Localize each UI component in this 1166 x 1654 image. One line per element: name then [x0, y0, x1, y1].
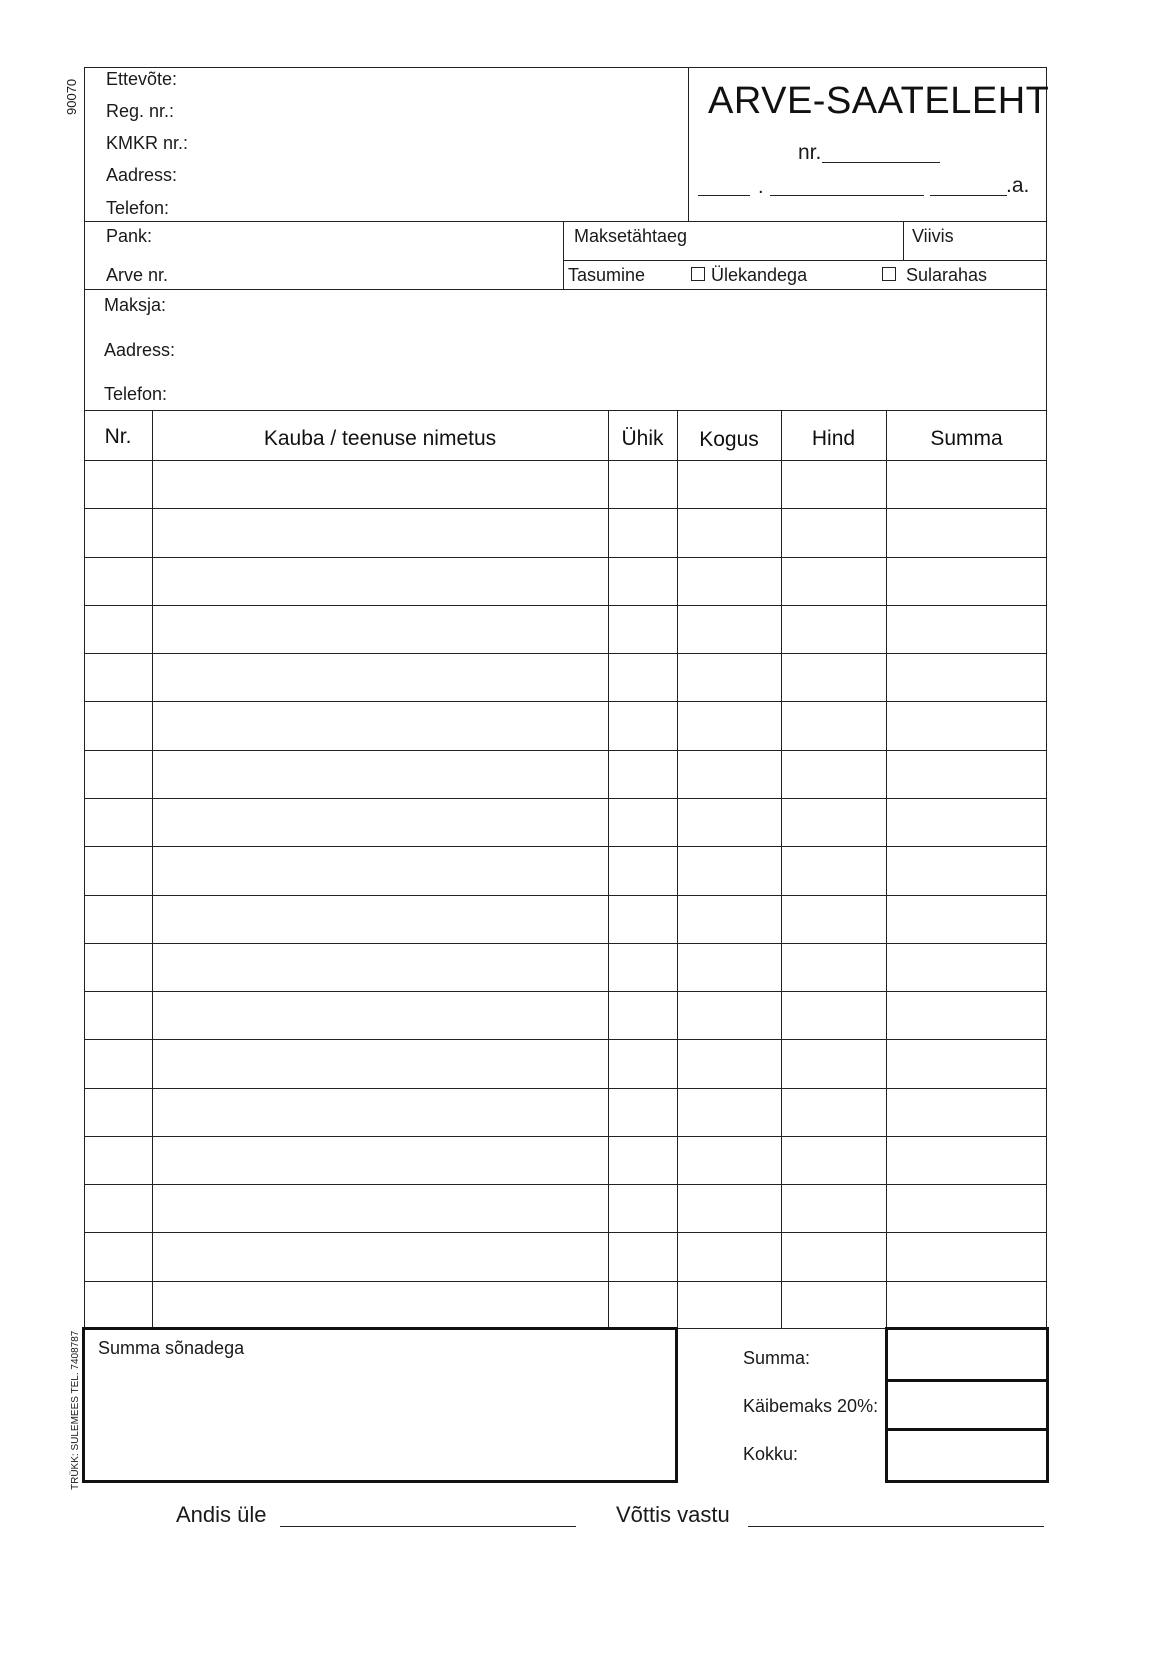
payment-divider — [563, 260, 1047, 261]
cell-nr[interactable] — [85, 1282, 151, 1328]
payer-label: Maksja: — [104, 295, 167, 315]
cell-qty[interactable] — [678, 1233, 780, 1279]
cell-sum[interactable] — [887, 1137, 1046, 1183]
cell-qty[interactable] — [678, 606, 780, 652]
cell-qty[interactable] — [678, 558, 780, 604]
cell-name[interactable] — [153, 1040, 607, 1086]
cell-qty[interactable] — [678, 751, 780, 797]
cell-name[interactable] — [153, 654, 607, 700]
cash-checkbox[interactable] — [882, 267, 896, 281]
cell-sum[interactable] — [887, 1089, 1046, 1135]
cell-price[interactable] — [782, 847, 885, 893]
cell-sum[interactable] — [887, 558, 1046, 604]
cell-name[interactable] — [153, 558, 607, 604]
total-field[interactable] — [888, 1431, 1046, 1480]
cell-price[interactable] — [782, 944, 885, 990]
cell-sum[interactable] — [887, 702, 1046, 748]
cell-sum[interactable] — [887, 944, 1046, 990]
date-year-field[interactable] — [930, 195, 1007, 196]
vat-label: Käibemaks 20%: — [743, 1396, 879, 1416]
cell-unit[interactable] — [609, 1089, 676, 1135]
cell-sum[interactable] — [887, 799, 1046, 845]
cell-unit[interactable] — [609, 1185, 676, 1231]
handed-over-signature-line[interactable] — [280, 1526, 576, 1527]
cell-qty[interactable] — [678, 944, 780, 990]
subtotal-field[interactable] — [888, 1330, 1046, 1377]
date-month-field[interactable] — [770, 195, 924, 196]
due-date-label: Maksetähtaeg — [574, 226, 688, 246]
company-label: Ettevõte: — [106, 69, 178, 89]
cell-qty[interactable] — [678, 702, 780, 748]
vat-field[interactable] — [888, 1382, 1046, 1426]
received-label: Võttis vastu — [616, 1502, 730, 1527]
cell-price[interactable] — [782, 896, 885, 942]
cell-name[interactable] — [153, 1185, 607, 1231]
table-top-line — [84, 410, 1047, 411]
cell-sum[interactable] — [887, 1233, 1046, 1279]
penalty-label: Viivis — [912, 226, 954, 246]
cell-name[interactable] — [153, 992, 607, 1038]
received-signature-line[interactable] — [748, 1526, 1044, 1527]
cell-nr[interactable] — [85, 509, 151, 555]
payer-top-divider — [84, 289, 1047, 290]
document-title: ARVE-SAATELEHT — [708, 80, 1050, 122]
cell-qty[interactable] — [678, 654, 780, 700]
cell-name[interactable] — [153, 1137, 607, 1183]
cell-unit[interactable] — [609, 509, 676, 555]
col-nr-header: Nr. — [104, 425, 132, 448]
cell-nr[interactable] — [85, 944, 151, 990]
cell-sum[interactable] — [887, 509, 1046, 555]
cell-nr[interactable] — [85, 847, 151, 893]
cell-qty[interactable] — [678, 992, 780, 1038]
cell-price[interactable] — [782, 1233, 885, 1279]
cell-price[interactable] — [782, 1185, 885, 1231]
col-name-header: Kauba / teenuse nimetus — [263, 427, 497, 450]
cell-unit[interactable] — [609, 992, 676, 1038]
cell-sum[interactable] — [887, 461, 1046, 507]
cell-unit[interactable] — [609, 1137, 676, 1183]
cell-qty[interactable] — [678, 1282, 780, 1328]
cell-name[interactable] — [153, 944, 607, 990]
cell-name[interactable] — [153, 896, 607, 942]
cell-qty[interactable] — [678, 896, 780, 942]
cell-qty[interactable] — [678, 847, 780, 893]
bank-label: Pank: — [106, 226, 153, 246]
cell-nr[interactable] — [85, 751, 151, 797]
bank-divider — [563, 221, 564, 289]
cell-name[interactable] — [153, 702, 607, 748]
cell-unit[interactable] — [609, 654, 676, 700]
cell-nr[interactable] — [85, 1089, 151, 1135]
col-qty-header: Kogus — [699, 428, 759, 451]
cell-qty[interactable] — [678, 1185, 780, 1231]
payment-method-label: Tasumine — [568, 265, 646, 285]
cell-sum[interactable] — [887, 896, 1046, 942]
total-label: Kokku: — [743, 1444, 799, 1464]
cell-price[interactable] — [782, 1137, 885, 1183]
date-separator: . — [758, 176, 764, 198]
cell-unit[interactable] — [609, 1040, 676, 1086]
cell-nr[interactable] — [85, 799, 151, 845]
payer-address-label: Aadress: — [104, 340, 176, 360]
cell-nr[interactable] — [85, 461, 151, 507]
cell-unit[interactable] — [609, 896, 676, 942]
cell-qty[interactable] — [678, 461, 780, 507]
cell-unit[interactable] — [609, 558, 676, 604]
cell-qty[interactable] — [678, 1040, 780, 1086]
cell-nr[interactable] — [85, 1185, 151, 1231]
invoice-number-label: nr. — [798, 141, 822, 164]
cell-nr[interactable] — [85, 896, 151, 942]
col-unit-header: Ühik — [621, 427, 664, 450]
form-code: 90070 — [64, 78, 79, 115]
cell-price[interactable] — [782, 1282, 885, 1328]
cell-name[interactable] — [153, 1233, 607, 1279]
cell-price[interactable] — [782, 1089, 885, 1135]
kmkr-nr-label: KMKR nr.: — [106, 133, 189, 153]
subtotal-label: Summa: — [743, 1348, 811, 1368]
cell-unit[interactable] — [609, 1233, 676, 1279]
cell-sum[interactable] — [887, 992, 1046, 1038]
cell-sum[interactable] — [887, 1040, 1046, 1086]
cell-qty[interactable] — [678, 1089, 780, 1135]
cell-name[interactable] — [153, 751, 607, 797]
cell-sum[interactable] — [887, 606, 1046, 652]
cell-name[interactable] — [153, 606, 607, 652]
cell-nr[interactable] — [85, 606, 151, 652]
cell-unit[interactable] — [609, 799, 676, 845]
handed-over-label: Andis üle — [176, 1502, 267, 1527]
transfer-checkbox[interactable] — [691, 267, 705, 281]
cell-unit[interactable] — [609, 751, 676, 797]
cell-price[interactable] — [782, 509, 885, 555]
cell-price[interactable] — [782, 992, 885, 1038]
cell-sum[interactable] — [887, 751, 1046, 797]
date-day-field[interactable] — [698, 195, 750, 196]
cell-price[interactable] — [782, 702, 885, 748]
cell-unit[interactable] — [609, 847, 676, 893]
seller-address-label: Aadress: — [106, 165, 178, 185]
cell-nr[interactable] — [85, 1137, 151, 1183]
cell-nr[interactable] — [85, 1233, 151, 1279]
payer-phone-label: Telefon: — [104, 384, 168, 404]
printer-info: TRÜKK: SULEMEES TEL. 7408787 — [70, 1330, 81, 1490]
penalty-divider — [903, 221, 904, 260]
cell-unit[interactable] — [609, 461, 676, 507]
reg-nr-label: Reg. nr.: — [106, 101, 175, 121]
invoice-nr-label: Arve nr. — [106, 265, 169, 285]
cell-unit[interactable] — [609, 606, 676, 652]
cell-name[interactable] — [153, 1282, 607, 1328]
cell-nr[interactable] — [85, 654, 151, 700]
cell-nr[interactable] — [85, 992, 151, 1038]
cell-price[interactable] — [782, 1040, 885, 1086]
cell-sum[interactable] — [887, 654, 1046, 700]
cell-nr[interactable] — [85, 1040, 151, 1086]
col-sum-header: Summa — [930, 427, 1003, 450]
cash-label: Sularahas — [906, 265, 988, 285]
cell-price[interactable] — [782, 654, 885, 700]
cell-price[interactable] — [782, 606, 885, 652]
cell-name[interactable] — [153, 847, 607, 893]
cell-sum[interactable] — [887, 847, 1046, 893]
cell-name[interactable] — [153, 799, 607, 845]
cell-price[interactable] — [782, 799, 885, 845]
cell-price[interactable] — [782, 558, 885, 604]
cell-unit[interactable] — [609, 1282, 676, 1328]
cell-name[interactable] — [153, 509, 607, 555]
cell-nr[interactable] — [85, 558, 151, 604]
seller-phone-label: Telefon: — [106, 198, 170, 218]
cell-nr[interactable] — [85, 702, 151, 748]
transfer-label: Ülekandega — [711, 265, 808, 285]
col-price-header: Hind — [811, 427, 856, 450]
cell-sum[interactable] — [887, 1282, 1046, 1328]
cell-qty[interactable] — [678, 799, 780, 845]
year-suffix: .a. — [1006, 174, 1030, 197]
cell-unit[interactable] — [609, 702, 676, 748]
cell-name[interactable] — [153, 461, 607, 507]
cell-qty[interactable] — [678, 509, 780, 555]
invoice-number-field[interactable] — [822, 162, 940, 163]
sum-in-words-label: Summa sõnadega — [98, 1338, 245, 1358]
cell-name[interactable] — [153, 1089, 607, 1135]
cell-sum[interactable] — [887, 1185, 1046, 1231]
cell-price[interactable] — [782, 751, 885, 797]
cell-unit[interactable] — [609, 944, 676, 990]
header-divider — [688, 67, 689, 221]
cell-qty[interactable] — [678, 1137, 780, 1183]
cell-price[interactable] — [782, 461, 885, 507]
